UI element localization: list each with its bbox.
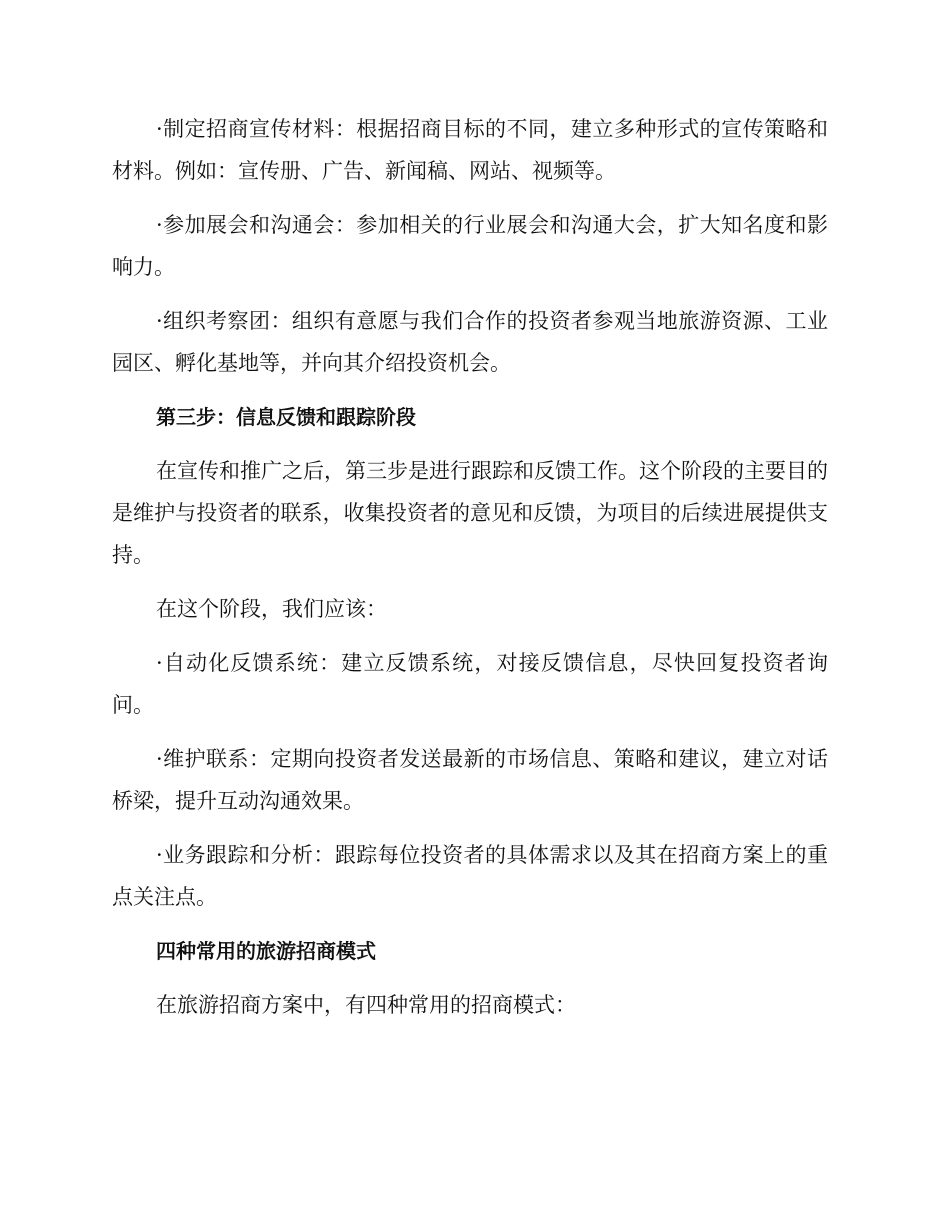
bullet-paragraph-feedback-system: ·自动化反馈系统：建立反馈系统，对接反馈信息，尽快回复投资者询问。 bbox=[112, 651, 828, 717]
bullet-paragraph-exhibitions: ·参加展会和沟通会：参加相关的行业展会和沟通大会，扩大知名度和影响力。 bbox=[112, 213, 828, 279]
bullet-paragraph-promo-materials: ·制定招商宣传材料：根据招商目标的不同，建立多种形式的宣传策略和材料。例如：宣传册、广告、新闻稿、网站、视频等。 bbox=[112, 117, 828, 183]
paragraph-four-modes-intro: 在旅游招商方案中，有四种常用的招商模式： bbox=[156, 993, 576, 1017]
bullet-paragraph-maintain-contact: ·维护联系：定期向投资者发送最新的市场信息、策略和建议，建立对话桥梁，提升互动沟通效果。 bbox=[112, 747, 828, 813]
paragraph-step-three-intro: 在宣传和推广之后，第三步是进行跟踪和反馈工作。这个阶段的主要目的是维护与投资者的联系，收集投资者的意见和反馈，为项目的后续进展提供支持。 bbox=[112, 459, 828, 567]
document-page bbox=[112, 108, 828, 1038]
bullet-paragraph-business-tracking: ·业务跟踪和分析：跟踪每位投资者的具体需求以及其在招商方案上的重点关注点。 bbox=[112, 843, 828, 909]
section-heading-four-modes: 四种常用的旅游招商模式 bbox=[156, 939, 376, 963]
paragraph-at-this-stage: 在这个阶段，我们应该： bbox=[156, 597, 387, 621]
bullet-paragraph-inspection-team: ·组织考察团：组织有意愿与我们合作的投资者参观当地旅游资源、工业园区、孵化基地等，并向其介绍投资机会。 bbox=[112, 309, 828, 375]
section-heading-step-three: 第三步：信息反馈和跟踪阶段 bbox=[156, 405, 416, 429]
